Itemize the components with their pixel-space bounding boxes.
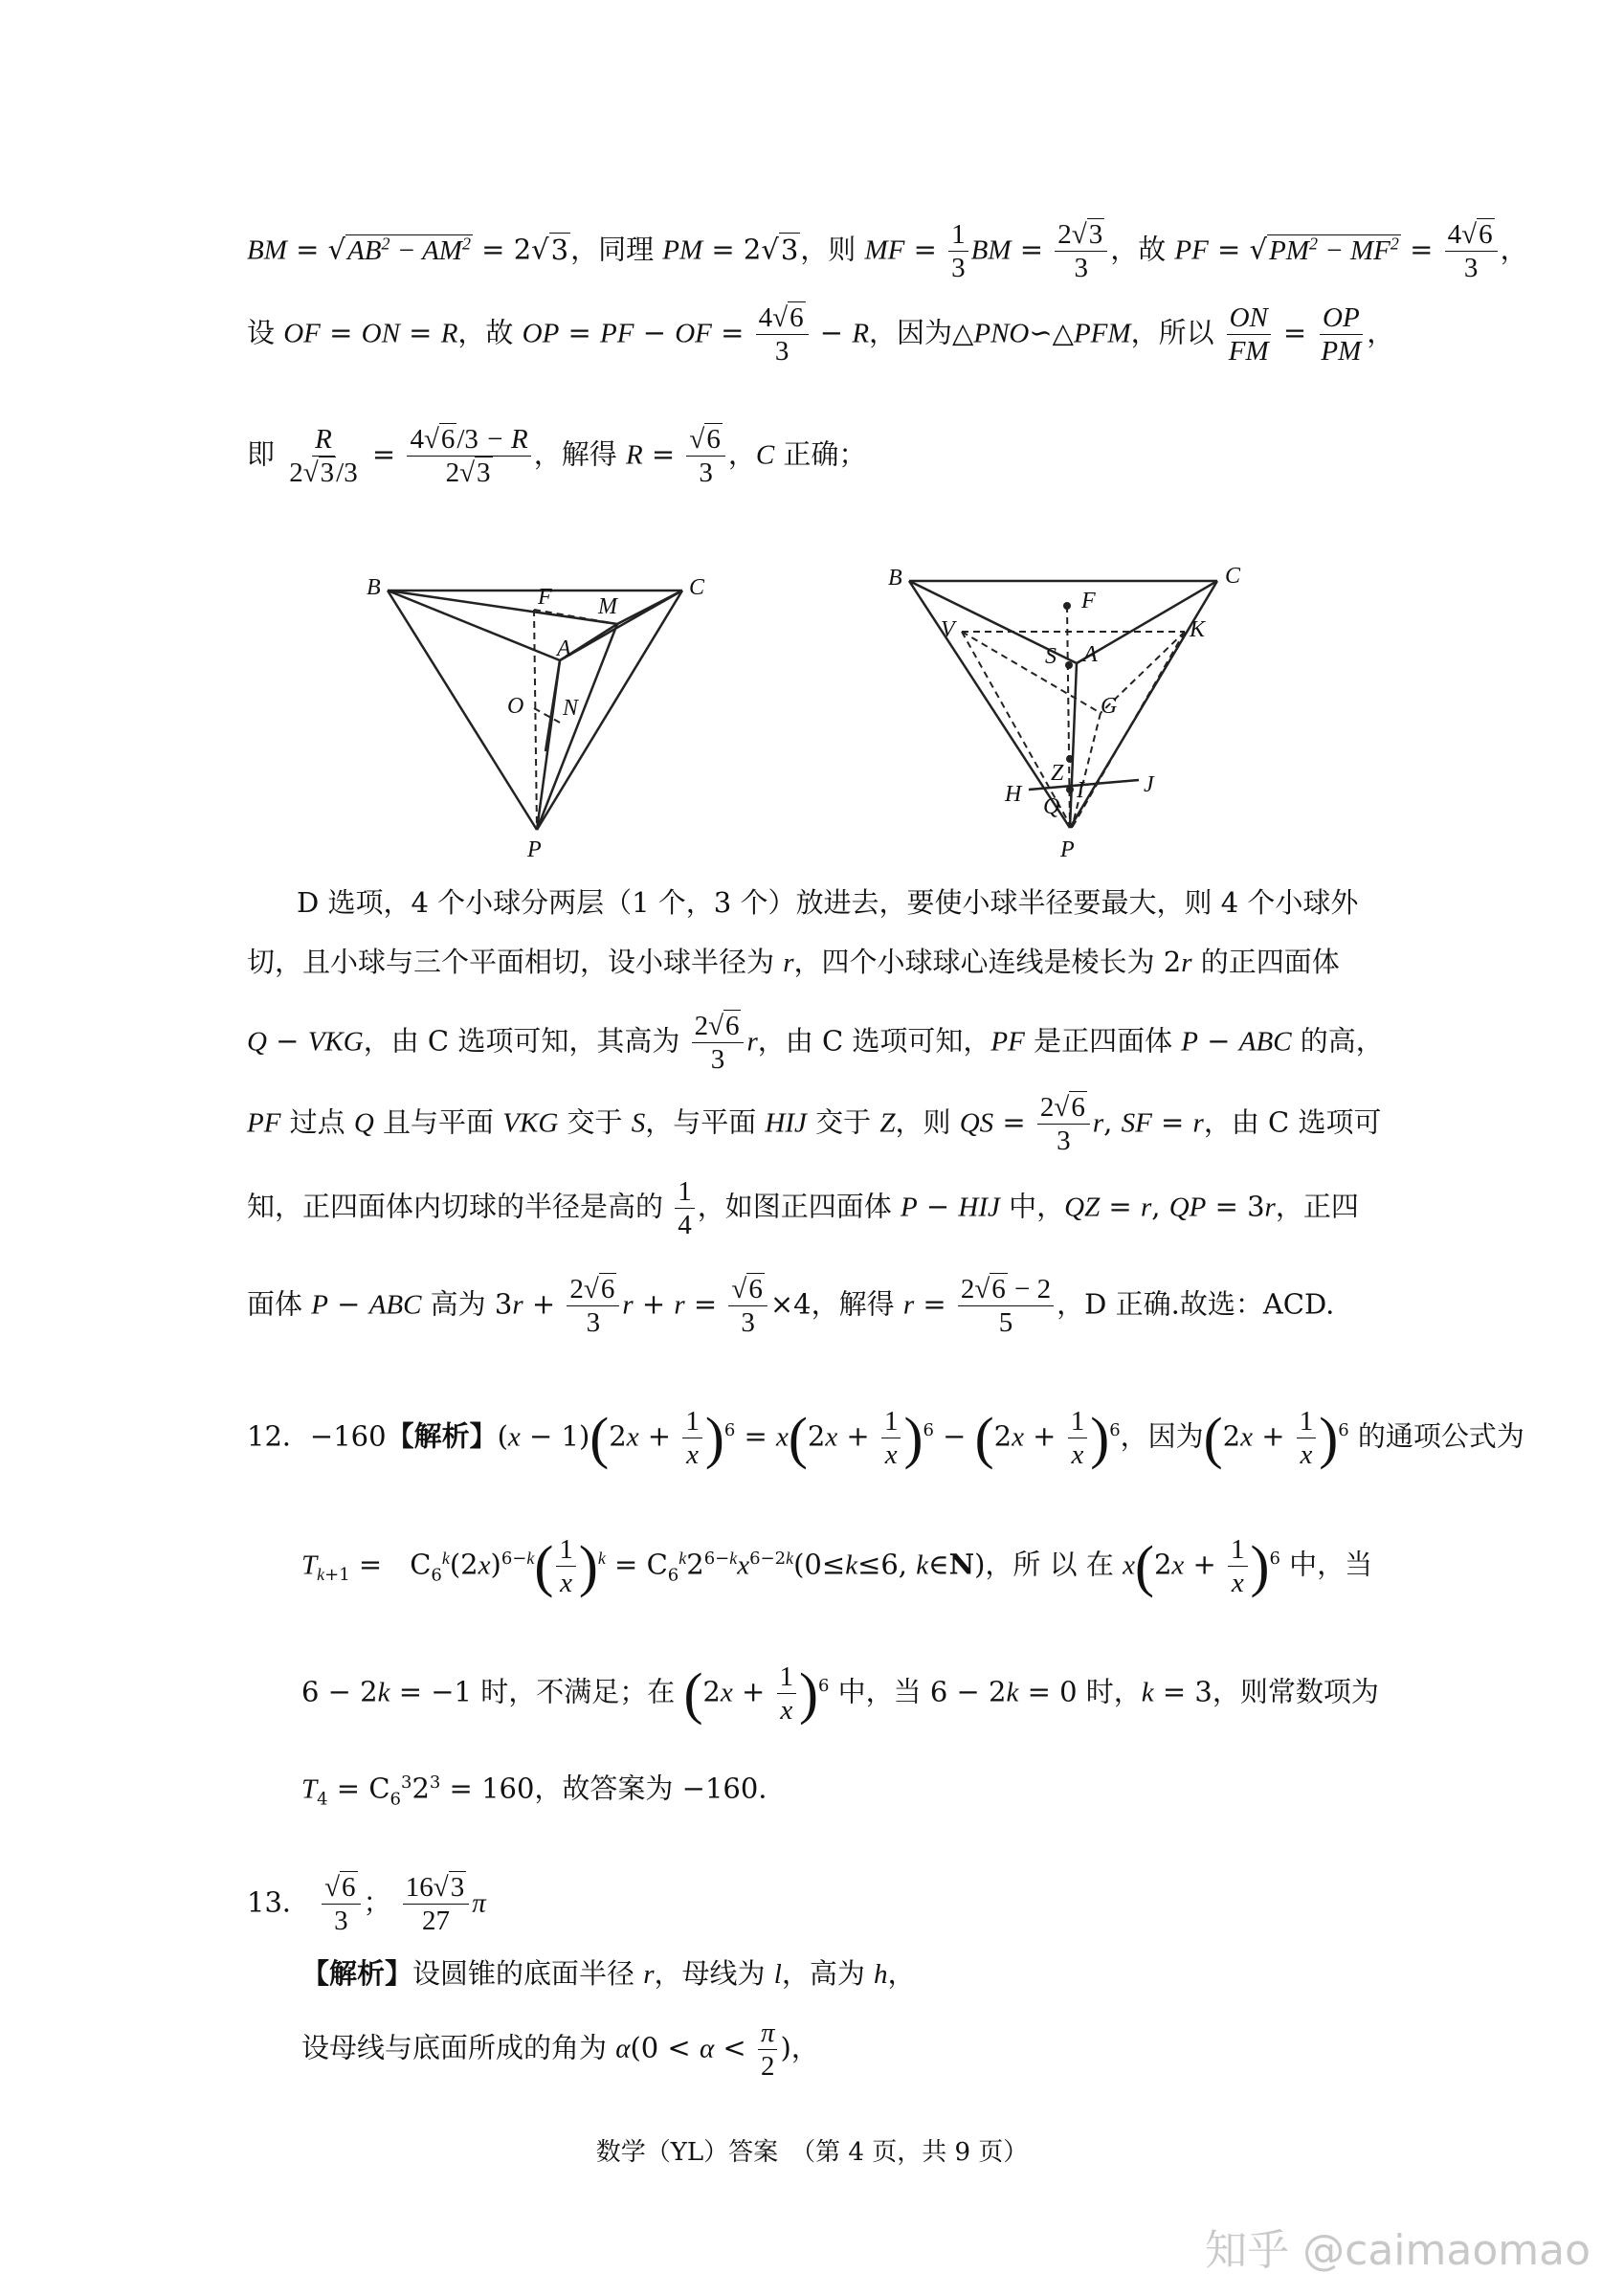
label-F: F: [1081, 589, 1096, 613]
text-d-line-5: 知，正四面体内切球的半径是高的 $\frac{1}{4}$ ，如图正四面体 P − HIJ 中，QZ = r, QP = 3r，正四: [247, 1176, 1359, 1240]
label-F: F: [538, 585, 552, 610]
label-S: S: [1045, 644, 1057, 669]
label-Q: Q: [1043, 794, 1060, 819]
label-O: O: [507, 694, 524, 719]
text-d-line-6: 面体 P − ABC 高为 3r + $\frac{2√6}{3}$ r + r = $\frac{√6}{3}$ ×4，解得 r = $\frac{2√6 - 2}{5}$ ，D 正确.故选：ACD.: [247, 1274, 1335, 1338]
label-K: K: [1190, 617, 1206, 642]
label-M: M: [598, 594, 617, 619]
label-A: A: [1083, 642, 1098, 667]
label-B: B: [367, 575, 381, 600]
text-d-line-2: 切，且小球与三个平面相切，设小球半径为 r，四个小球球心连线是棱长为 2r 的正四面体: [247, 946, 1340, 978]
page-footer: 数学（YL）答案 （第 4 页，共 9 页）: [595, 2138, 1029, 2167]
label-P: P: [1060, 837, 1075, 862]
zhihu-watermark: 知乎 @caimaomao: [1205, 2226, 1591, 2275]
label-Z: Z: [1051, 761, 1064, 786]
text-line-1: BM = $√AB^2 - AM^2 = 2√3$，同理 PM = 2√3，则 MF = $\frac{1}{3}$ BM = $\frac{2√3}{3}$ ，故 PF = $√PM^2 - MF^2$ = $\frac{4√6}{3}$ ，: [247, 219, 1528, 283]
label-J: J: [1144, 772, 1154, 797]
label-I: I: [1077, 778, 1084, 803]
q12-line-1: 12．−160【解析】(x − 1)(2x + $\frac{1}{x}$ )$^6$ = x(2x + $\frac{1}{x}$ )$^6$ − (2x + $\frac{1}{x}$ )$^6$，因为(2x + $\frac{1}{x}$ )$^6$ 的通项公式为: [247, 1406, 1524, 1470]
label-V: V: [941, 617, 955, 642]
text-line-3: 即 $\frac{R}{2√3/3}$ = $\frac{4√6/3 - R}{2√3}$ ，解得 R = $\frac{√6}{3}$ ，C 正确；: [247, 424, 867, 488]
text-line-2: 设 OF = ON = R，故 OP = PF − OF = $\frac{4√6}{3}$ − R，因为△PNO∽△PFM，所以 $\frac{ON}{FM}$ = $\frac{OP}{PM}$ ，: [247, 302, 1395, 367]
text-d-line-4: PF 过点 Q 且与平面 VKG 交于 S，与平面 HIJ 交于 Z，则 QS = $\frac{2√6}{3}$ r, SF = r，由 C 选项可: [247, 1092, 1382, 1156]
label-H: H: [1005, 782, 1022, 807]
q13-line-3: 设母线与底面所成的角为 α(0 < α < $\frac{\pi}{2}$ )，: [301, 2017, 819, 2082]
q12-line-4: $T_4 = C_6^32^3 = 160$，故答案为 −160.: [301, 1772, 768, 1810]
q13-line-2: 【解析】设圆锥的底面半径 r，母线为 l，高为 h，: [301, 1957, 916, 1990]
tetrahedron-figure-left: [359, 560, 723, 866]
label-P: P: [527, 837, 542, 862]
label-B: B: [888, 566, 902, 591]
tetrahedron-figure-right: [880, 550, 1263, 866]
text-d-line-3: Q − VKG，由 C 选项可知，其高为 $\frac{2√6}{3}$ r，由 C 选项可知，PF 是正四面体 P − ABC 的高，: [247, 1011, 1384, 1075]
text-d-line-1: D 选项，4 个小球分两层（1 个，3 个）放进去，要使小球半径要最大，则 4 个小球外: [297, 886, 1359, 919]
label-G: G: [1101, 694, 1118, 719]
label-A: A: [557, 636, 571, 661]
label-N: N: [563, 696, 579, 721]
label-C: C: [1225, 564, 1241, 589]
label-C: C: [689, 575, 705, 600]
q12-line-2: $T_{k+1}$ = $C_6^k(2x)^{6-k}$( $\frac{1}{x}$ )$^k = C_6^k2^{6-k}x^{6-2k}(0\le k\le 6$, k∈N)，所 以 在 x(2x + $\frac{1}{x}$ )$^6$ 中，当: [301, 1534, 1373, 1598]
q13-line-1: 13． $\frac{√6}{3}$ ； $\frac{16√3}{27}$ π: [247, 1872, 486, 1936]
q12-line-3: 6 − 2k = −1 时，不满足；在 (2x + $\frac{1}{x}$ )$^6$ 中，当 6 − 2k = 0 时，k = 3，则常数项为: [301, 1661, 1379, 1726]
